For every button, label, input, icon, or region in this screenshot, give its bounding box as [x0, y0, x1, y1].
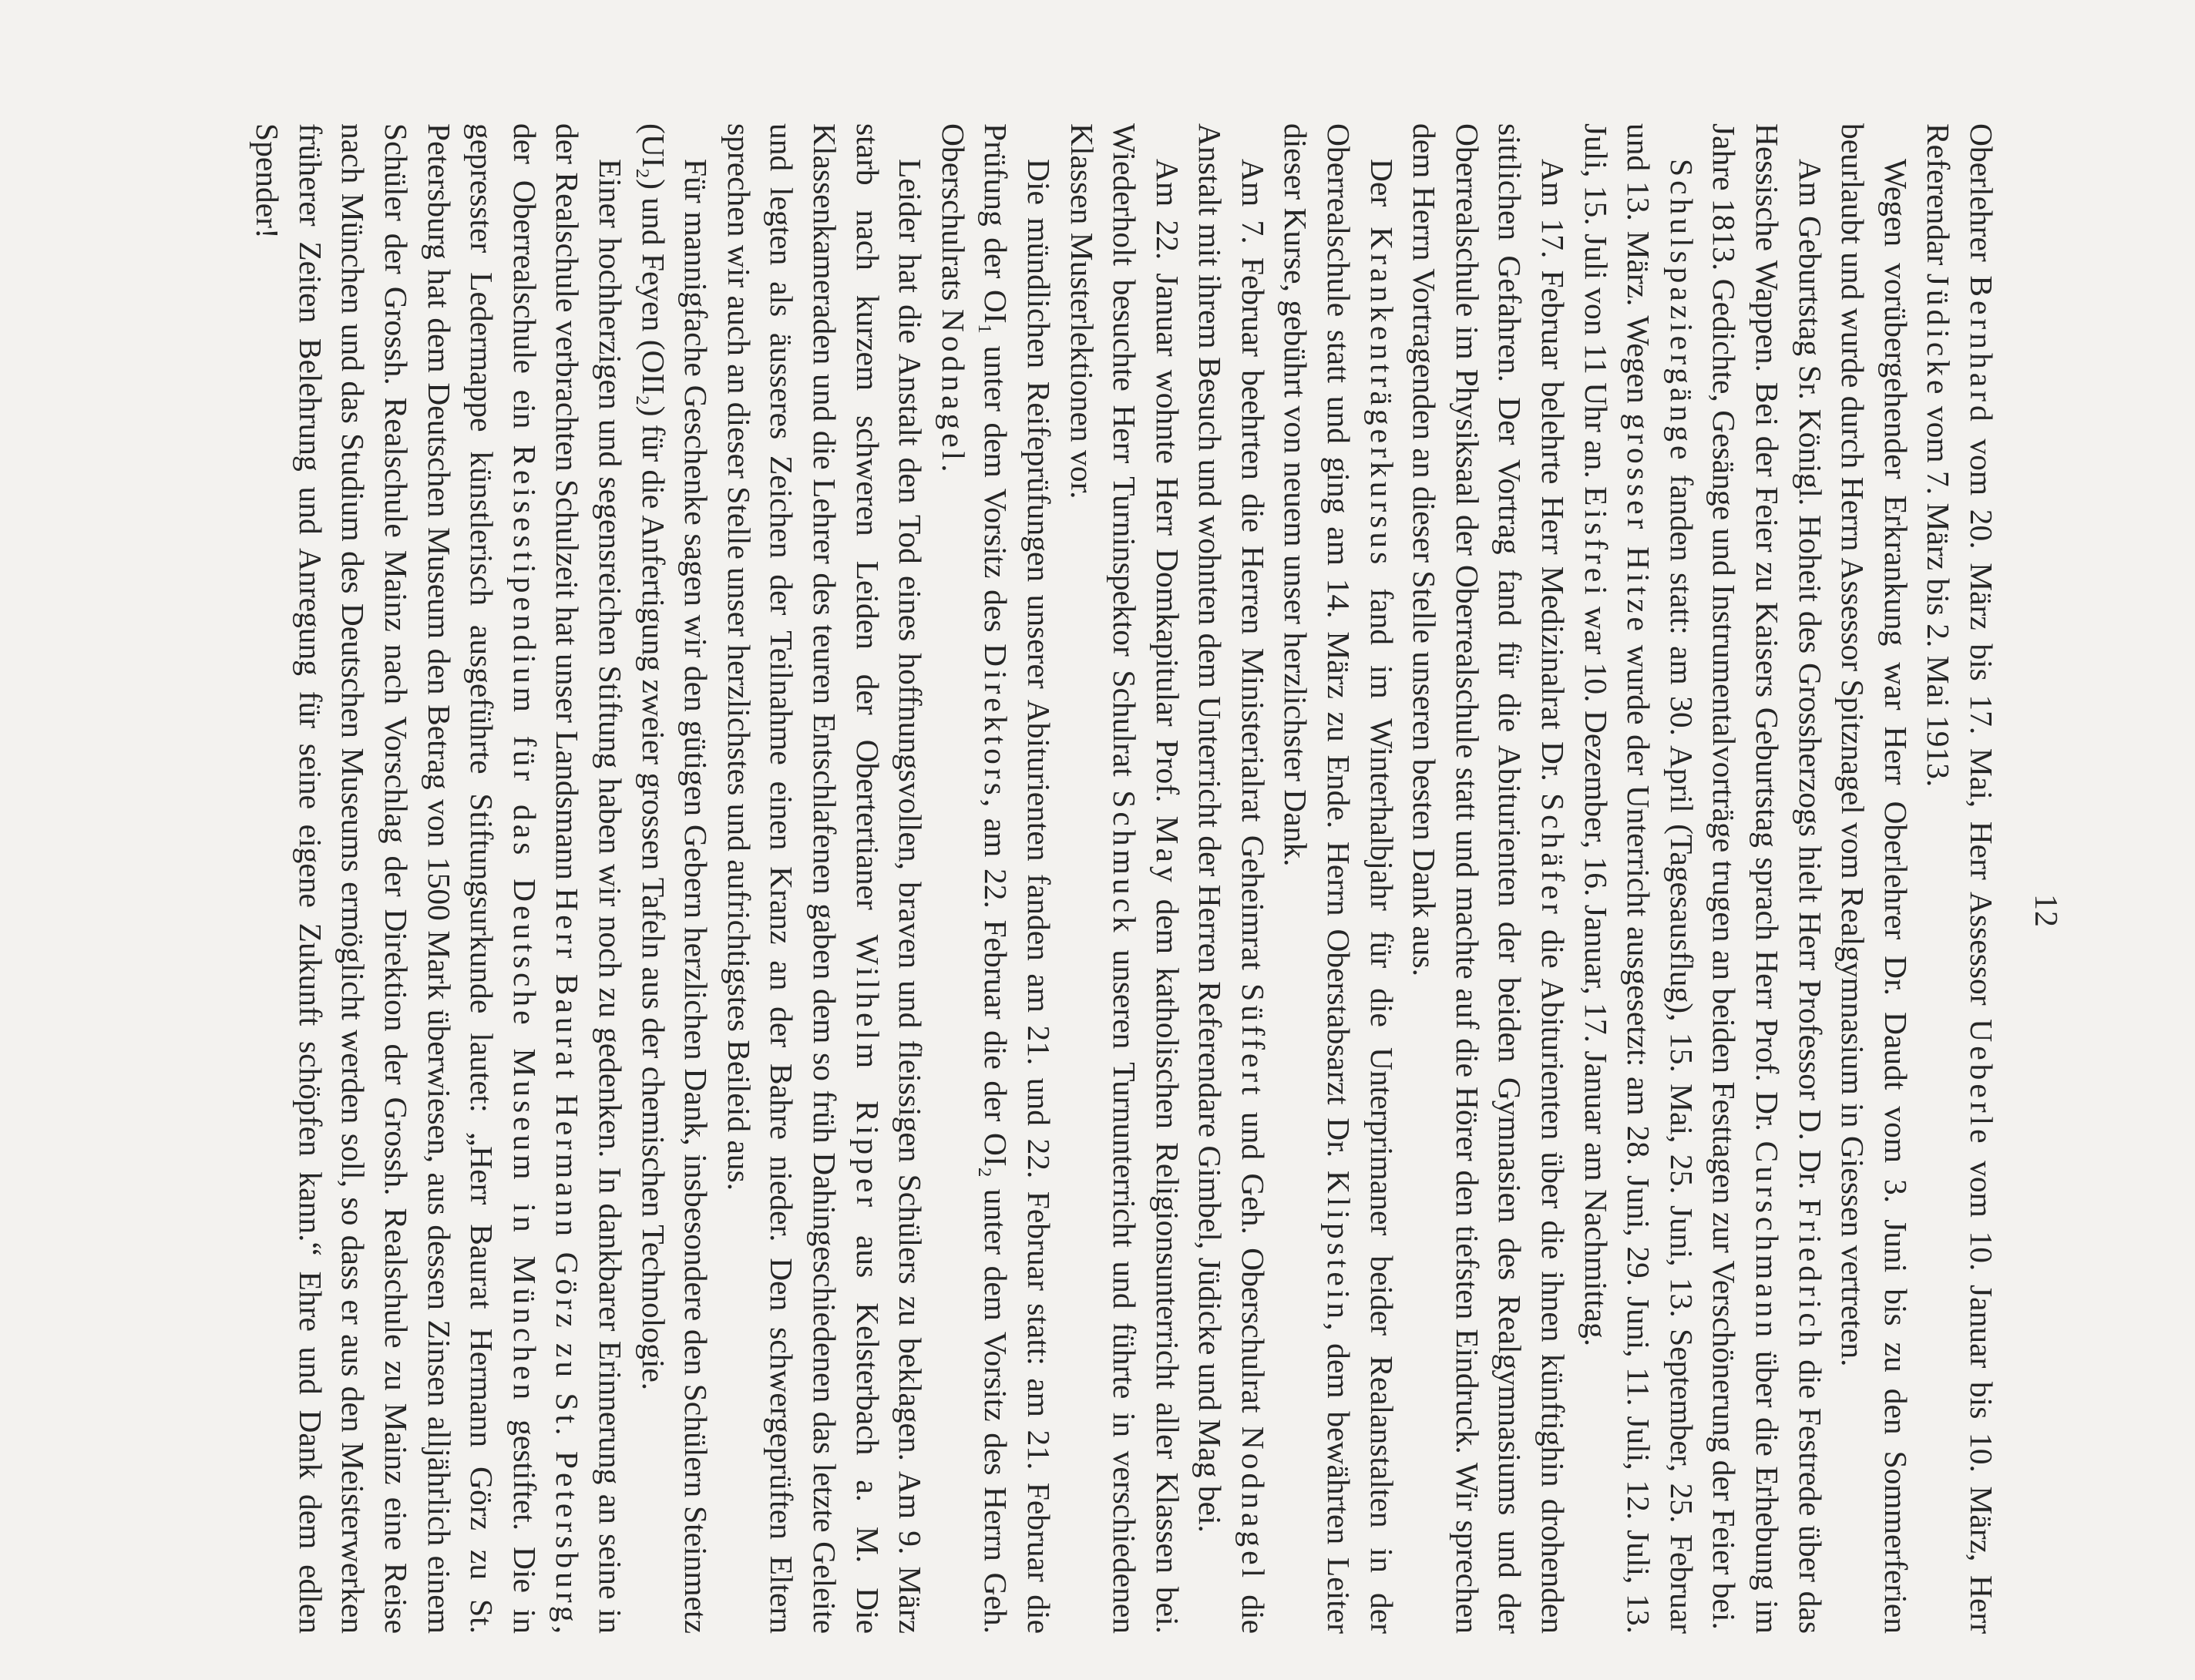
paragraph [1403, 123, 1574, 1634]
paragraph [1060, 123, 1188, 1634]
spaced-emphasis-text: Ueberle [1964, 1019, 1999, 1147]
text-run: dem katholischen Religionsunterricht aller Klassen bei. Wiederholt besuchte Herr Turninspektor Schulrat [1107, 123, 1185, 1634]
spaced-emphasis-text: Wilhelm Ripper [849, 934, 886, 1211]
paragraph [1274, 123, 1403, 1634]
spaced-emphasis-text: Schmuck [1107, 790, 1143, 936]
text-run: Wegen vorübergehender Erkrankung war Herr Oberlehrer Dr. Daudt vom 3. Juni bis zu den Sommerferien beurlaubt und wurde durch Herrn Assessor Spitznagel vom Realgymnasium in Giessen vertreten. [1835, 123, 1914, 1634]
text-run: die Festrede über das Hessische Wappen. Bei der Feier zu Kaisers Geburtstag sprach Herr Prof. Dr. [1750, 123, 1828, 1634]
paragraph [1703, 123, 1831, 1634]
spaced-emphasis-text: Jüdicke [1921, 273, 1957, 398]
paragraph [631, 123, 717, 1634]
text-run: Am Geburtstag Sr. Königl. Hoheit des Grossherzogs hielt Herr Professor D. Dr. [1792, 159, 1828, 1199]
text-run: wurde der Unterricht ausgesetzt: am 28. Juni, 29. Juni, 11. Juli, 12. Juli, 13. Juli, 15. Juli von 11 Uhr an. [1578, 123, 1657, 1634]
text-run: aus Kelsterbach a. M. Die Klassenkameraden und die Lehrer des teuren Entschlafenen gaben dem so früh Dahingeschiedenen das letzte Geleite und legten als äusseres Zeichen der Teilnahme einen Kranz an der Bahre nieder. Den schwergeprüften Eltern sprechen wir auch an dieser Stelle unser herzlichstes und aufrichtigstes Beileid aus. [721, 123, 886, 1634]
paragraph [246, 123, 631, 1634]
paragraph [1574, 123, 1703, 1634]
spaced-emphasis-text: Klipstein [1321, 1170, 1357, 1323]
text-run: fand im Winterhalbjahr für die Unterprimaner beider Realanstalten in der Oberrealschule statt und ging am 14. März zu Ende. Herrn Oberstabsarzt Dr. [1321, 123, 1400, 1634]
spaced-emphasis-text: Friedrich [1792, 1198, 1828, 1351]
text-run: Für mannigfache Geschenke sagen wir den gütigen Gebern herzlichen Dank, insbesondere den Schülern Steinmetz (UI₂) und Feyen (OII₂) für die Anfertigung zweier grossen Tafeln aus der chemischen Technologie. [635, 123, 714, 1634]
text-run: die Anstalt mit ihrem Besuch und wohnten dem Unterricht der Herren Referendare Gimbel, Jüdicke und Mag bei. [1192, 123, 1271, 1634]
paragraph [931, 123, 1060, 1634]
text-run: gestiftet. Die in gepresster Ledermappe künstlerisch ausgeführte Stiftungsurkunde lautet: „Herr Baurat Hermann Görz zu St. Petersburg hat dem Deutschen Museum den Betrag von 1500 Mark überwiesen, aus dessen Zinsen alljährlich einem Schüler der Grossh. Realschule Mainz nach Vorschlag der Direktion der Grossh. Realschule zu Mainz eine Reise nach München und das Studium des Deutschen Museums ermöglicht werden soll, so dass er aus den Meisterwerken früherer Zeiten Belehrung und Anregung für seine eigene Zukunft schöpfen kann.“ Ehre und Dank dem edlen Spender! [250, 123, 543, 1634]
body-text [60, 123, 2002, 1634]
spaced-emphasis-text: Reisestipendium für das Deutsche Museum in München [506, 445, 543, 1404]
spaced-emphasis-text: Curschmann [1750, 1141, 1786, 1342]
text-run: fanden statt: am 30. April (Tagesausflug), 15. Mai, 25. Juni, 13. September, 25. Februar und 13. März. Wegen [1621, 123, 1699, 1634]
text-run: und Geh. Oberschulrat [1235, 1098, 1271, 1426]
spaced-emphasis-text: Direktors [978, 643, 1014, 799]
text-run: Leider hat die Anstalt den Tod eines hoffnungsvollen, braven und fleissigen Schülers zu beklagen. Am 9. März starb nach kurzem schweren Leiden der Obertertianer [849, 123, 929, 1634]
text-run: . [935, 464, 971, 472]
text-run: Am 7. Februar beehrten die Herren Ministerialrat Geheimrat [1235, 159, 1271, 984]
text-run: Oberlehrer [1964, 123, 1999, 276]
text-run: über die Erhebung im Jahre 1813. Gedichte, Gesänge und Instrumentalvorträge trugen an beiden Festtagen zur Verschönerung der Feier bei. [1706, 123, 1786, 1634]
text-run: unseren Turnunterricht und führte in verschiedenen Klassen Musterlektionen vor. [1064, 123, 1143, 1634]
text-run: vom 7. März bis 2. Mai 1913. [1921, 398, 1957, 788]
spaced-emphasis-text: Herr Baurat Hermann Görz zu St. Petersburg [550, 888, 586, 1626]
spaced-emphasis-text: Süffert [1235, 983, 1271, 1099]
text-run: , der Oberrealschule ein [506, 123, 586, 1634]
paragraph [717, 123, 931, 1634]
text-run: , am 22. Februar die der OI₂ unter dem Vorsitz des Herrn Geh. Oberschulrats [935, 123, 1014, 1634]
text-run: war 10. Dezember, 16. Januar, 17. Januar am Nachmittag. [1578, 598, 1614, 1347]
text-run: Am 22. Januar wohnte Herr Domkapitular Prof. [1149, 159, 1185, 816]
text-run: Einer hochherzigen und segensreichen Stiftung haben wir noch zu gedenken. In dankbarer Erinnerung an seine in der Realschule verbrachten Schulzeit hat unser Landsmann [550, 123, 628, 1634]
text-run: , dem bewährten Leiter dieser Kurse, gebührt von neuem unser herzlichster Dank. [1278, 123, 1357, 1634]
text-run: die Abiturienten über die ihnen künftighin drohenden sittlichen Gefahren. Der Vortrag fand für die Abiturienten der beiden Gymnasien des Realgymnasiums und der Oberrealschule im Physiksaal der Oberrealschule statt und machte auf die Hörer den tiefsten Eindruck. Wir sprechen dem Herrn Vortragenden an dieser Stelle unseren besten Dank aus. [1407, 123, 1571, 1634]
text-run: Der [1363, 159, 1400, 227]
spaced-emphasis-text: Schäfer [1535, 793, 1571, 918]
spaced-emphasis-text: Eisfrei [1578, 486, 1614, 599]
text-run: vom 20. März bis 17. Mai, Herr Assessor [1964, 425, 1999, 1020]
spaced-emphasis-text: grosser Hitze [1621, 413, 1657, 635]
spaced-emphasis-text: Nodnagel [935, 308, 971, 465]
spaced-emphasis-text: Krankenträgerkursus [1363, 227, 1400, 569]
spaced-emphasis-text: May [1149, 815, 1185, 886]
paragraph [1188, 123, 1274, 1634]
page-number: 12 [2028, 894, 2063, 928]
spaced-emphasis-text: Schulspaziergänge [1663, 159, 1699, 464]
text-run: Am 17. Februar belehrte Herr Medizinalrat Dr. [1535, 159, 1571, 794]
text-run: vom 10. Januar bis 10. März, Herr Referendar [1921, 123, 1999, 1634]
spaced-emphasis-text: Nodnagel [1235, 1426, 1271, 1582]
paragraph [1831, 123, 1917, 1634]
text-run: Die mündlichen Reifeprüfungen unserer Abiturienten fanden am 21. und 22. Februar statt: am 21. Februar die Prüfung der OI₁ unter dem Vorsitz des [978, 123, 1057, 1634]
spaced-emphasis-text: Bernhard [1964, 275, 1999, 425]
paragraph [1917, 123, 2002, 1634]
